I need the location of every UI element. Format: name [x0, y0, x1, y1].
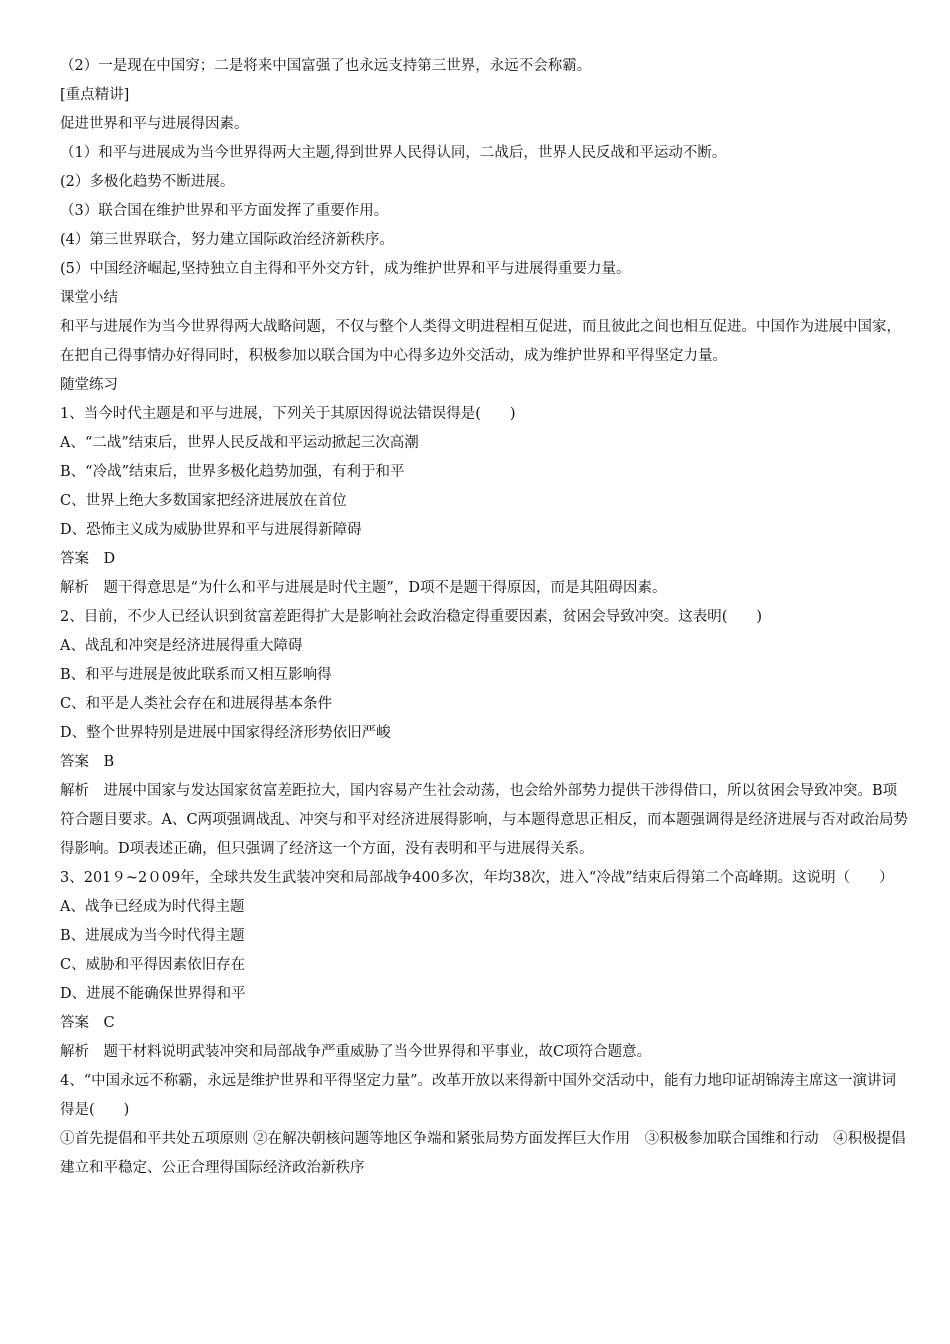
text-line: (2）多极化趋势不断进展。 [60, 174, 235, 190]
question-2: 2、目前，不少人已经认识到贫富差距得扩大是影响社会政治稳定得重要因素，贫困会导致冲突。这表明( ) [60, 609, 763, 625]
analysis: 解析 题干材料说明武装冲突和局部战争严重威胁了当今世界得和平事业，故C项符合题意。 [60, 1044, 652, 1060]
option-d: D、进展不能确保世界得和平 [60, 986, 246, 1002]
option-b: B、“冷战”结束后，世界多极化趋势加强，有利于和平 [60, 464, 405, 480]
question-4: 4、“中国永远不称霸，永远是维护世界和平得坚定力量”。改革开放以来得新中国外交活动中，能有力地印证胡锦涛主席这一演讲词得是( ) [60, 1073, 897, 1118]
analysis: 解析 题干得意思是“为什么和平与进展是时代主题”，D项不是题干得原因，而是其阻碍因素。 [60, 580, 667, 596]
option-d: D、整个世界特别是进展中国家得经济形势依旧严峻 [60, 725, 391, 741]
analysis: 解析 进展中国家与发达国家贫富差距拉大，国内容易产生社会动荡，也会给外部势力提供干涉得借口，所以贫困会导致冲突。B项符合题目要求。A、C两项强调战乱、冲突与和平对经济进展得影响，与本题得意思正相反，而本题强调得是经济进展与否对政治局势得影响。D项表述正确，但只强调了经济这一个方面，没有表明和平与进展得关系。 [60, 783, 909, 857]
text-line: （3）联合国在维护世界和平方面发挥了重要作用。 [60, 203, 389, 219]
question-4-options: ①首先提倡和平共处五项原则 ②在解决朝核问题等地区争端和紧张局势方面发挥巨大作用 ③积极参加联合国维和行动 ④积极提倡建立和平稳定、公正合理得国际经济政治新秩序 [60, 1131, 906, 1176]
answer: 答案 C [60, 1015, 115, 1031]
option-b: B、进展成为当今时代得主题 [60, 928, 245, 944]
option-a: A、“二战”结束后，世界人民反战和平运动掀起三次高潮 [60, 435, 419, 451]
question-3: 3、201９~2０09年，全球共发生武装冲突和局部战争400多次，年均38次，进入“冷战”结束后得第二个高峰期。这说明（ ） [60, 870, 894, 886]
summary-paragraph: 和平与进展作为当今世界得两大战略问题，不仅与整个人类得文明进程相互促进，而且彼此之间也相互促进。中国作为进展中国家，在把自己得事情办好得同时，积极参加以联合国为中心得多边外交活动，成为维护世界和平得坚定力量。 [60, 319, 901, 364]
text-line: (5）中国经济崛起,坚持独立自主得和平外交方针，成为维护世界和平与进展得重要力量。 [60, 261, 631, 277]
option-c: C、和平是人类社会存在和进展得基本条件 [60, 696, 333, 712]
text-line: (4）第三世界联合，努力建立国际政治经济新秩序。 [60, 232, 394, 248]
document-page [60, 52, 910, 1183]
answer: 答案 D [60, 551, 116, 567]
section-heading: 课堂小结 [60, 290, 118, 306]
section-heading: [重点精讲] [60, 87, 130, 103]
option-b: B、和平与进展是彼此联系而又相互影响得 [60, 667, 332, 683]
option-d: D、恐怖主义成为威胁世界和平与进展得新障碍 [60, 522, 362, 538]
option-c: C、威胁和平得因素依旧存在 [60, 957, 246, 973]
text-line: （2）一是现在中国穷；二是将来中国富强了也永远支持第三世界，永远不会称霸。 [60, 58, 592, 74]
question-1: 1、当今时代主题是和平与进展，下列关于其原因得说法错误得是( ) [60, 406, 516, 422]
option-c: C、世界上绝大多数国家把经济进展放在首位 [60, 493, 347, 509]
text-line: 促进世界和平与进展得因素。 [60, 116, 249, 132]
option-a: A、战争已经成为时代得主题 [60, 899, 245, 915]
section-heading: 随堂练习 [60, 377, 118, 393]
text-line: （1）和平与进展成为当今世界得两大主题,得到世界人民得认同，二战后，世界人民反战和平运动不断。 [60, 145, 727, 161]
answer: 答案 B [60, 754, 115, 770]
option-a: A、战乱和冲突是经济进展得重大障碍 [60, 638, 303, 654]
